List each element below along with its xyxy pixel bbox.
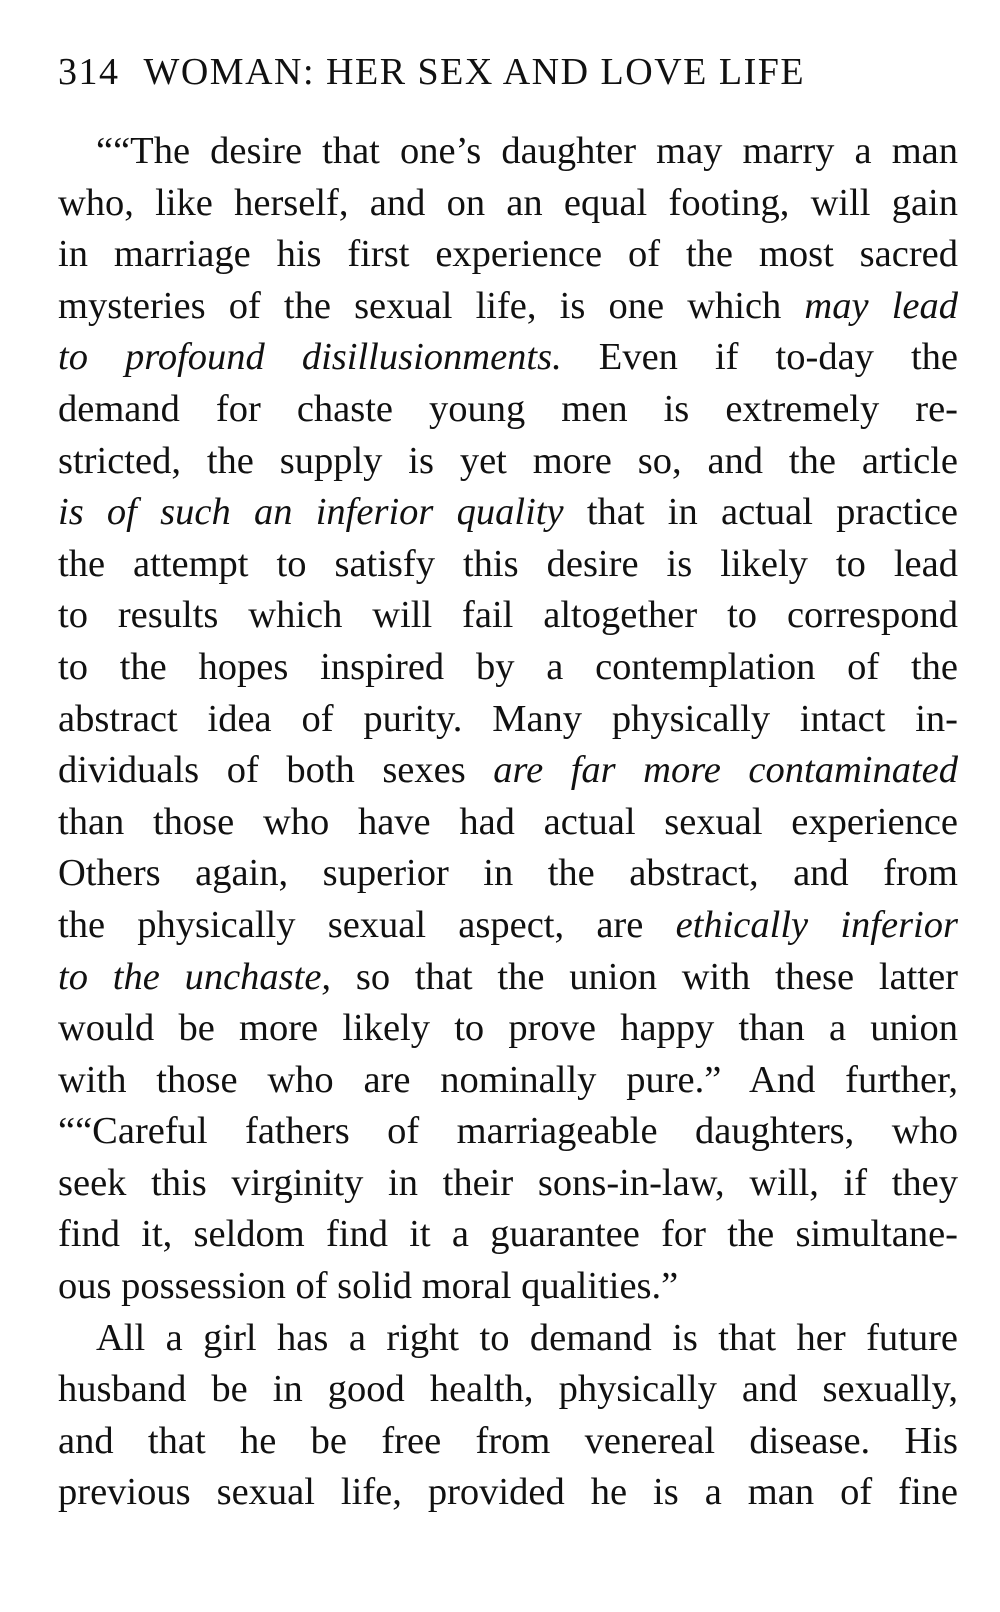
text-line: who, like herself, and on an equal footing, will gain [58, 181, 958, 224]
body-text [58, 126, 958, 1519]
text-line: than those who have had actual sexual experience [58, 800, 958, 843]
text-line: All a girl has a right to demand is that her future [96, 1316, 958, 1359]
running-title: WOMAN: HER SEX AND LOVE LIFE [143, 51, 806, 93]
text-line: to results which will fail altogether to correspond [58, 594, 958, 637]
text-line: demand for chaste young men is extremely re- [58, 387, 958, 430]
italic-emphasis: are far more contaminated [493, 749, 958, 792]
text-line: in marriage his first experience of the most sacred [58, 233, 958, 276]
text-line: previous sexual life, provided he is a man of fine [58, 1471, 958, 1514]
text-line: abstract idea of purity. Many physically intact in- [58, 697, 958, 740]
text-line: the attempt to satisfy this desire is likely to lead [58, 542, 958, 585]
italic-emphasis: ethically inferior [675, 903, 958, 946]
text-line: and that he be free from venereal disease. His [58, 1419, 958, 1462]
text-line: seek this virginity in their sons-in-law, will, if they [58, 1161, 958, 1204]
running-head [58, 50, 958, 104]
text-line: to profound disillusionments. Even if to-day the [58, 336, 958, 379]
text-line: to the hopes inspired by a contemplation of the [58, 645, 958, 688]
text-line: dividuals of both sexes are far more contaminated [58, 749, 958, 792]
text-line: would be more likely to prove happy than a union [58, 1007, 958, 1050]
italic-emphasis: to profound disillusionments. [58, 336, 562, 379]
page-number: 314 [58, 51, 120, 93]
text-line: the physically sexual aspect, are ethically inferior [58, 903, 958, 946]
text-line: ““Careful fathers of marriageable daughters, who [58, 1110, 958, 1153]
text-line: Others again, superior in the abstract, and from [58, 852, 958, 895]
text-line: is of such an inferior quality that in actual practice [58, 491, 958, 534]
text-line: to the unchaste, so that the union with these latter [58, 955, 958, 998]
text-line: ous possession of solid moral qualities.” [58, 1265, 679, 1308]
italic-emphasis: to the unchaste, [58, 955, 332, 998]
italic-emphasis: is of such an inferior quality [58, 491, 564, 534]
italic-emphasis: may lead [804, 284, 958, 327]
text-line: with those who are nominally pure.” And further, [58, 1058, 958, 1101]
text-line: husband be in good health, physically and sexually, [58, 1368, 958, 1411]
text-line: stricted, the supply is yet more so, and the article [58, 439, 958, 482]
text-line: find it, seldom find it a guarantee for the simultane- [58, 1213, 958, 1256]
text-line: ““The desire that one’s daughter may marry a man [96, 130, 958, 172]
text-line: mysteries of the sexual life, is one which may lead [58, 284, 958, 327]
